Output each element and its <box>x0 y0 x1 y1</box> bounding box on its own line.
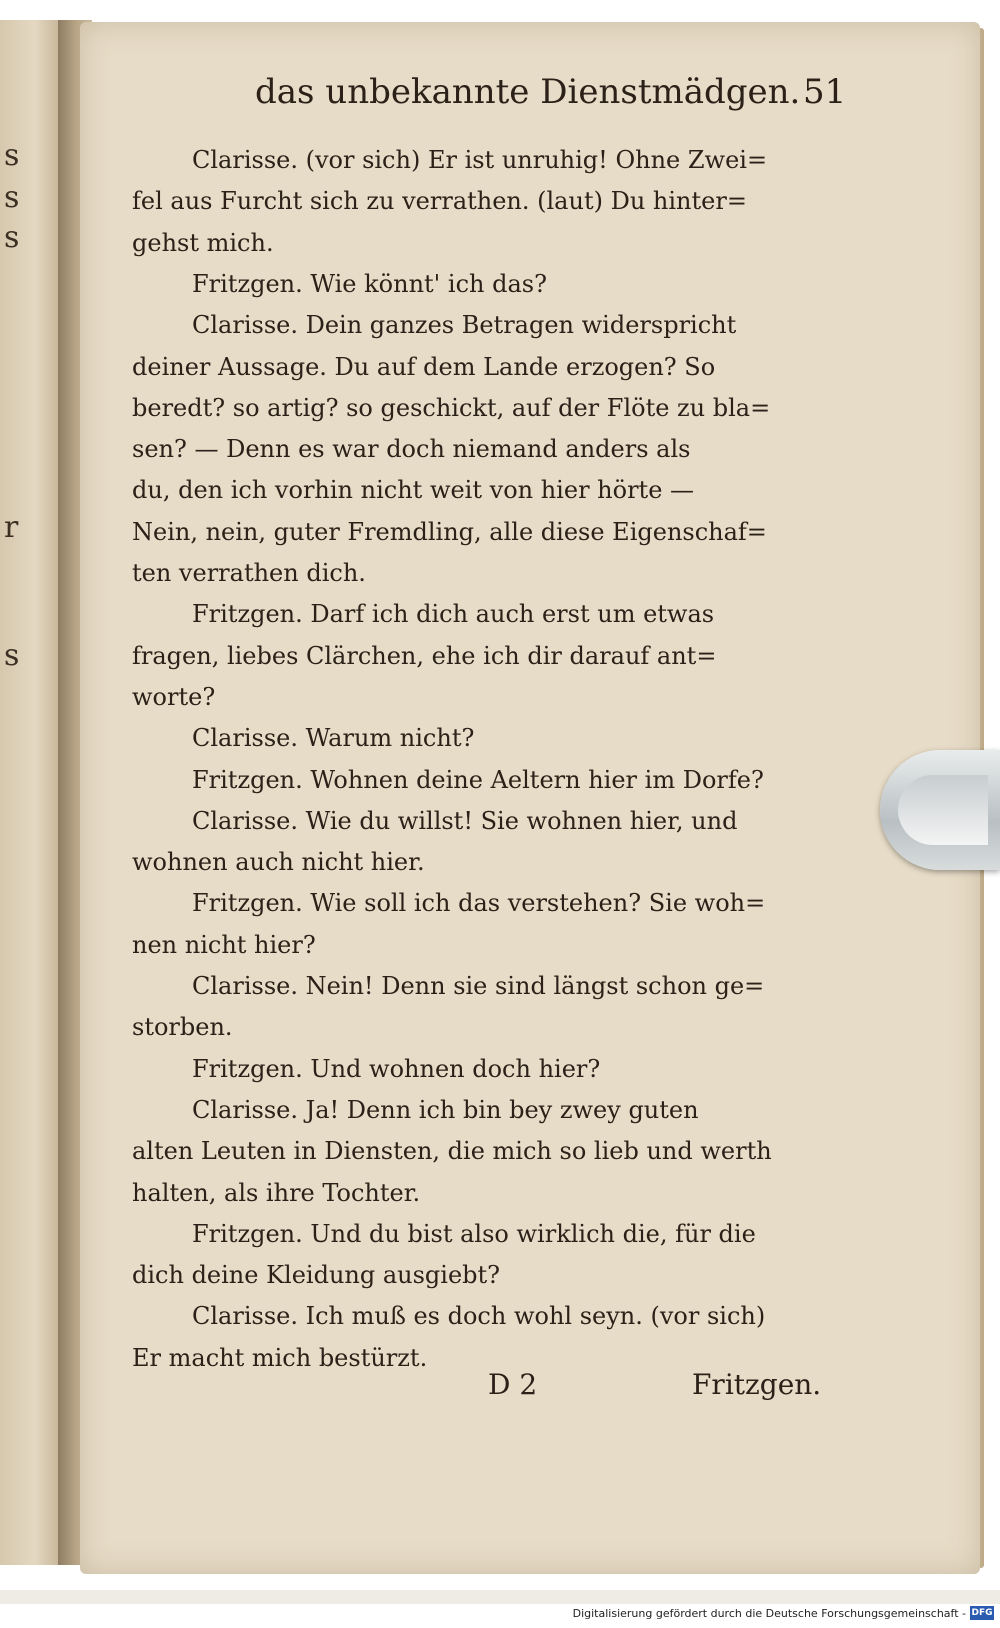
facing-page-edge <box>0 20 58 1565</box>
text-line: Fritzgen. Wie soll ich das verstehen? Sie woh= <box>192 889 766 918</box>
running-title: das unbekannte Dienstmädgen. <box>255 72 801 112</box>
page-footer <box>132 1368 832 1408</box>
text-line: storben. <box>132 1013 233 1042</box>
text-line: Fritzgen. Und du bist also wirklich die, für die <box>192 1219 756 1248</box>
page-clip-highlight <box>898 775 988 845</box>
text-line: Clarisse. Dein ganzes Betragen widerspricht <box>192 311 737 340</box>
facing-page-fragment: s <box>4 180 20 215</box>
text-line: Nein, nein, guter Fremdling, alle diese Eigenschaf= <box>132 517 767 546</box>
facing-page-fragment: s <box>4 220 20 255</box>
text-line: wohnen auch nicht hier. <box>132 848 425 877</box>
facing-page-fragment: r <box>4 510 19 545</box>
signature-mark: D 2 <box>488 1368 538 1401</box>
text-line: Fritzgen. Darf ich dich auch erst um etwas <box>192 600 715 629</box>
text-line: nen nicht hier? <box>132 930 316 959</box>
text-line: sen? — Denn es war doch niemand anders als <box>132 435 691 464</box>
text-line: Clarisse. Wie du willst! Sie wohnen hier, und <box>192 806 738 835</box>
facing-page-fragment: s <box>4 138 20 173</box>
page-number: 51 <box>803 72 847 112</box>
text-line: Clarisse. Warum nicht? <box>192 724 475 753</box>
dfg-logo: DFG <box>971 1608 993 1618</box>
text-line: Clarisse. Ja! Denn ich bin bey zwey guten <box>192 1095 699 1124</box>
page-header <box>235 72 855 122</box>
text-line: gehst mich. <box>132 228 274 257</box>
text-line: Clarisse. Ich muß es doch wohl seyn. (vor sich) <box>192 1302 766 1331</box>
digitization-credit: Digitalisierung gefördert durch die Deutsche Forschungsgemeinschaft - <box>572 1607 966 1620</box>
text-line: beredt? so artig? so geschickt, auf der Flöte zu bla= <box>132 393 771 422</box>
text-line: fel aus Furcht sich zu verrathen. (laut) Du hinter= <box>132 187 747 216</box>
text-line: Fritzgen. Und wohnen doch hier? <box>192 1054 601 1083</box>
catchword: Fritzgen. <box>692 1368 822 1401</box>
text-line: dich deine Kleidung ausgiebt? <box>132 1261 501 1290</box>
text-line: Clarisse. (vor sich) Er ist unruhig! Ohne Zwei= <box>192 146 768 174</box>
text-line: ten verrathen dich. <box>132 559 366 587</box>
text-line: deiner Aussage. Du auf dem Lande erzogen? So <box>132 352 716 381</box>
text-line: Fritzgen. Wie könnt' ich das? <box>192 269 547 298</box>
text-line: worte? <box>132 682 216 711</box>
facing-page-fragment: s <box>4 638 20 673</box>
text-line: halten, als ihre Tochter. <box>132 1178 421 1207</box>
text-line: fragen, liebes Clärchen, ehe ich dir darauf ant= <box>132 641 717 670</box>
text-line: Fritzgen. Wohnen deine Aeltern hier im Dorfe? <box>192 765 764 794</box>
text-line: Clarisse. Nein! Denn sie sind längst schon ge= <box>192 972 765 1000</box>
text-line: Er macht mich bestürzt. <box>132 1343 428 1372</box>
text-line: du, den ich vorhin nicht weit von hier hörte — <box>132 476 695 505</box>
text-line: alten Leuten in Diensten, die mich so lieb und werth <box>132 1137 772 1166</box>
